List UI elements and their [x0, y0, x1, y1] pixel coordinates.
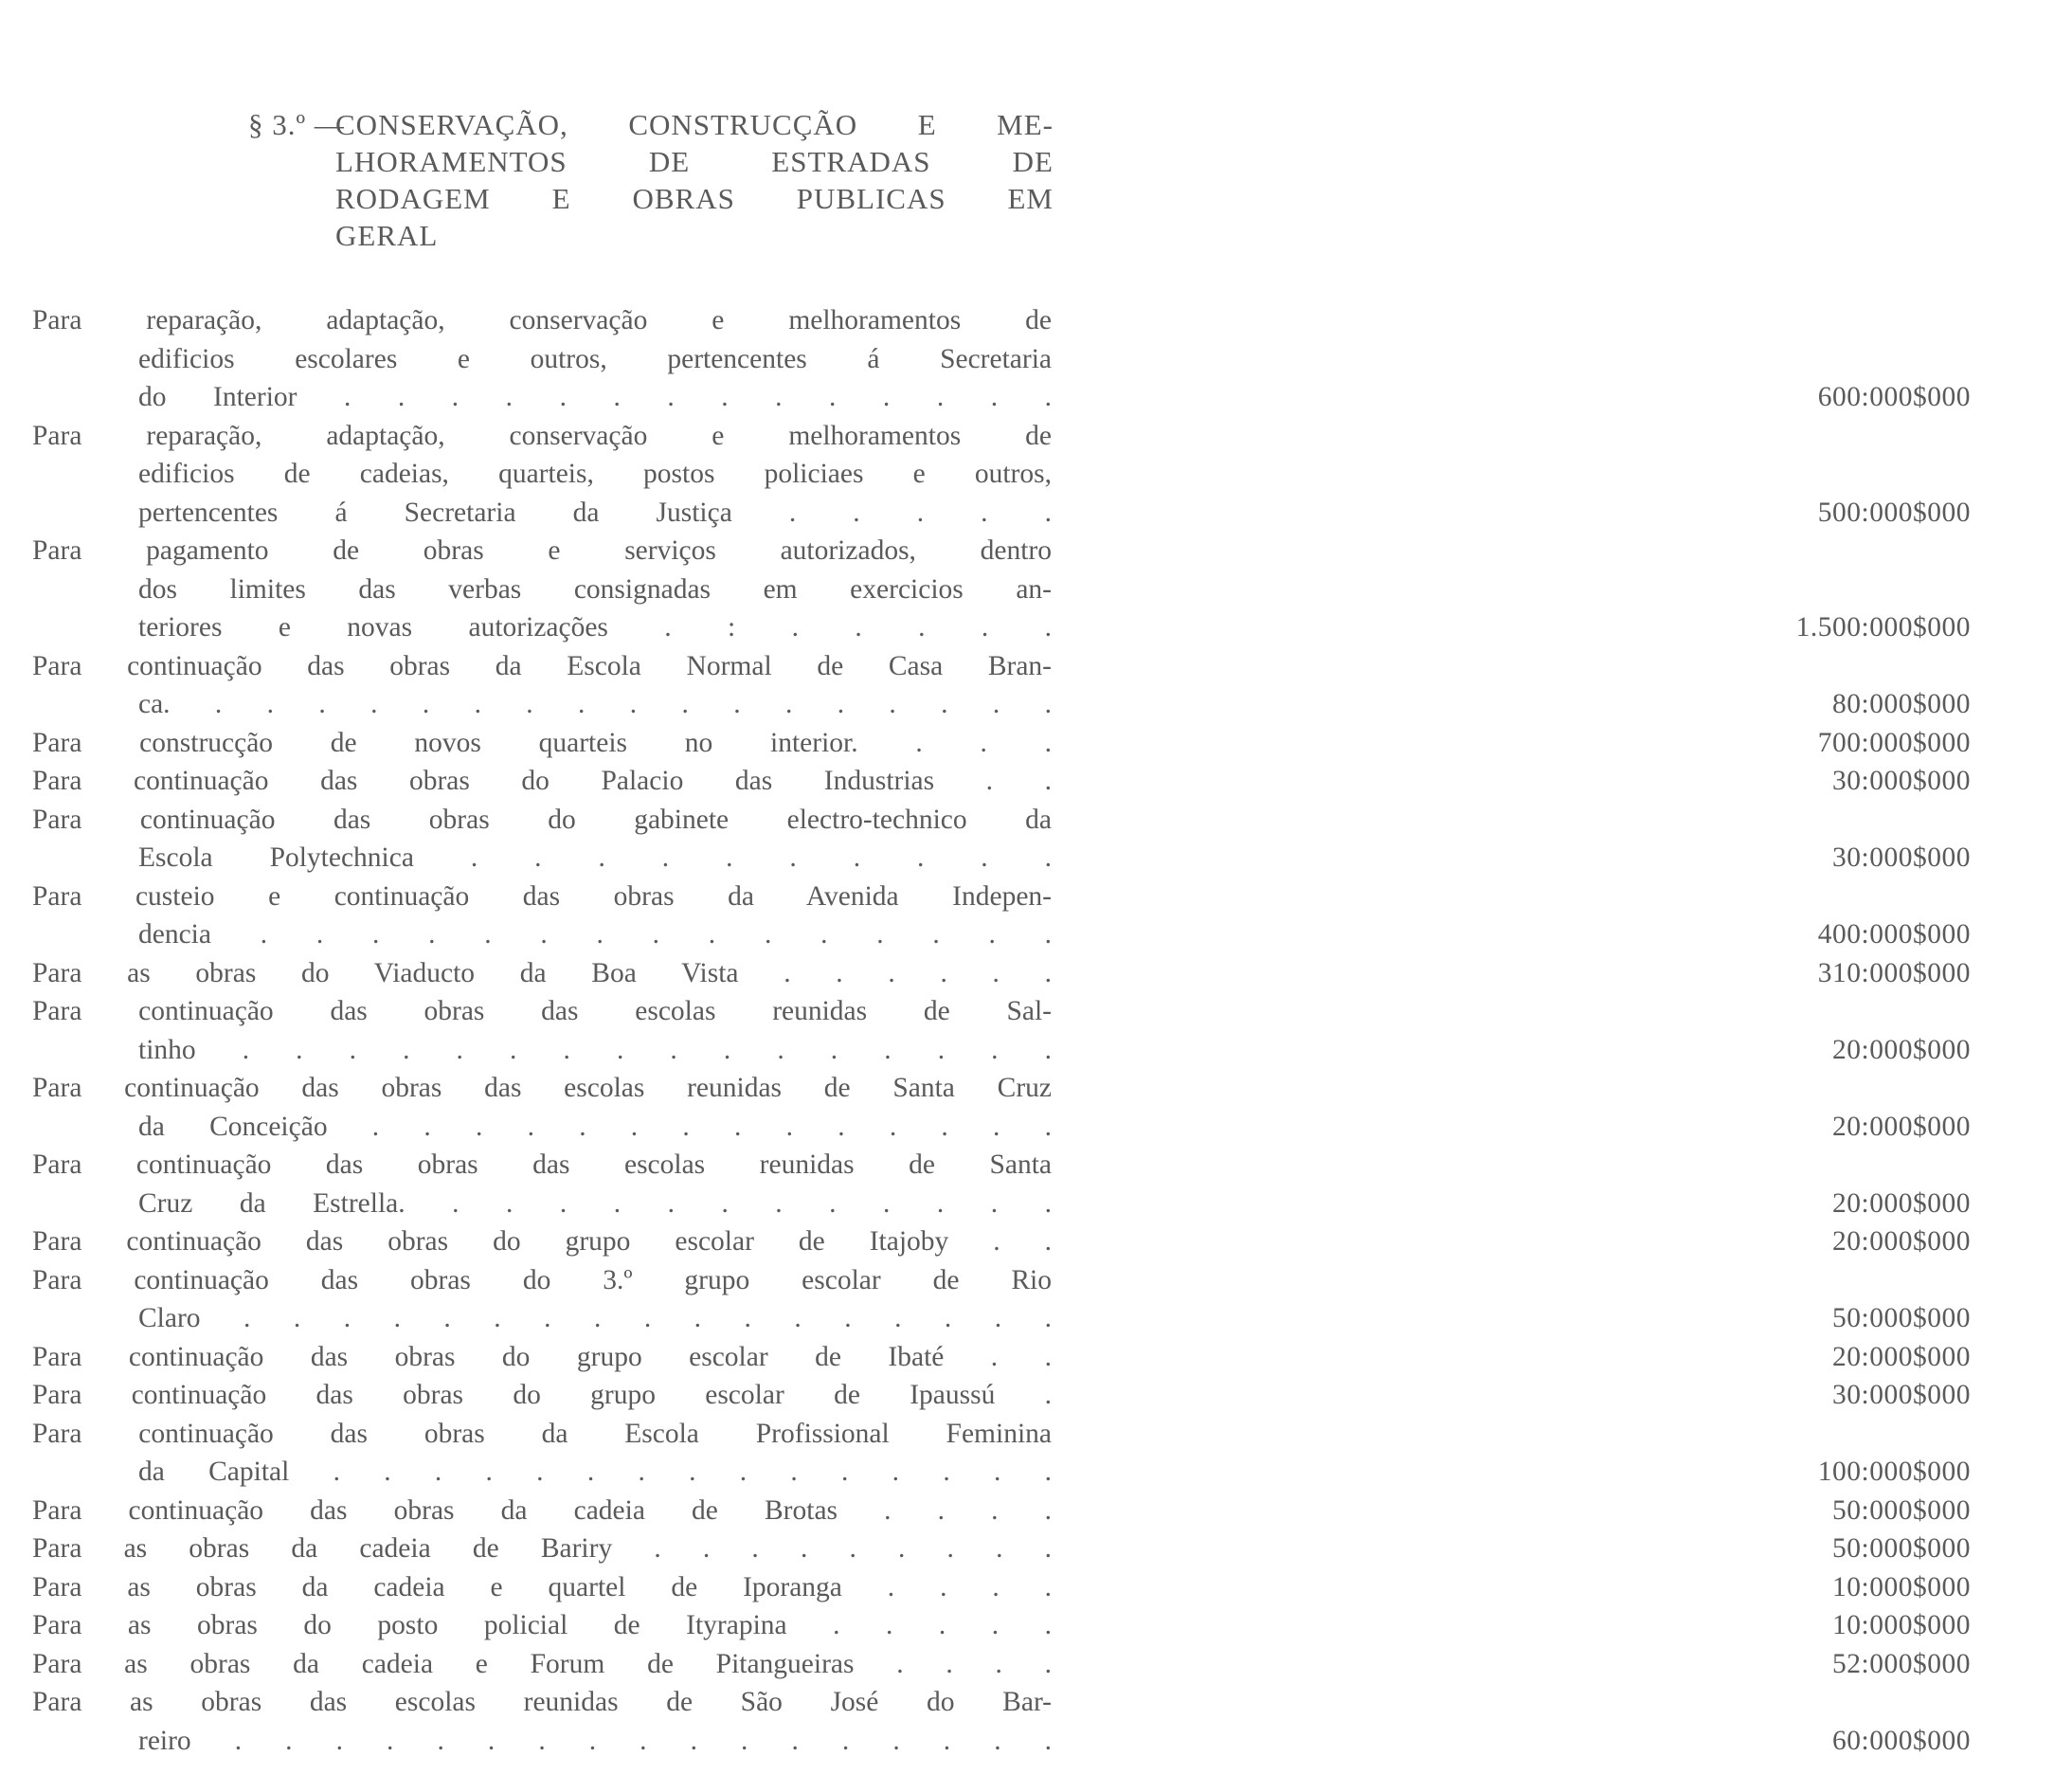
entry-description: [32, 1069, 1052, 1146]
entry-description: [32, 1261, 1052, 1338]
entry-amount: 30:000$000: [1832, 842, 1971, 873]
description-line: Para as obras do Viaducto da Boa Vista . . . . . .: [32, 957, 1052, 988]
description-line: dos limites das verbas consignadas em exercicios an-: [138, 573, 1052, 605]
budget-entries: [32, 301, 1971, 1760]
description-line: Cruz da Estrella. . . . . . . . . . . . .: [138, 1187, 1052, 1219]
description-line: Para continuação das obras do Palacio das Industrias . .: [32, 766, 1052, 796]
budget-entry: [32, 1530, 1971, 1568]
budget-entry: [32, 1146, 1971, 1222]
description-line: Para continuação das obras da Escola Profissional Feminina: [32, 1418, 1052, 1449]
description-line: teriores e novas autorizações . : . . . . .: [138, 612, 1052, 643]
entry-description: [32, 417, 1052, 533]
description-line: reiro . . . . . . . . . . . . . . . . .: [138, 1725, 1052, 1756]
description-line: Para as obras da cadeia de Bariry . . . . . . . . .: [32, 1533, 1052, 1564]
description-line: Para continuação das obras da cadeia de Brotas . . . .: [32, 1494, 1052, 1526]
description-line: da Capital . . . . . . . . . . . . . . .: [138, 1457, 1052, 1487]
budget-entry: [32, 1415, 1971, 1492]
description-line: Para continuação das obras das escolas reunidas de Santa Cruz: [32, 1073, 1052, 1103]
heading-line: CONSERVAÇÃO, CONSTRUCÇÃO E ME-: [335, 108, 1054, 141]
entry-amount: 10:000$000: [1832, 1610, 1971, 1640]
entry-amount: 700:000$000: [1817, 727, 1971, 758]
entry-description: [32, 724, 1052, 763]
description-line: Para continuação das obras das escolas reunidas de Sal-: [32, 996, 1052, 1026]
entry-description: [32, 1146, 1052, 1222]
budget-entry: [32, 1606, 1971, 1645]
description-line: Para construcção de novos quarteis no interior. . . .: [32, 727, 1052, 758]
budget-entry: [32, 1568, 1971, 1607]
heading-line: LHORAMENTOS DE ESTRADAS DE: [335, 145, 1054, 178]
entry-description: [32, 1415, 1052, 1492]
entry-description: [32, 801, 1052, 878]
budget-entry: [32, 1492, 1971, 1530]
entry-description: [32, 1376, 1052, 1415]
description-line: Para reparação, adaptação, conservação e melhoramentos de: [32, 420, 1052, 451]
entry-amount: 1.500:000$000: [1795, 612, 1971, 643]
section-heading: [248, 106, 1054, 254]
description-line: Escola Polytechnica . . . . . . . . . .: [138, 842, 1052, 873]
entry-description: [32, 1492, 1052, 1530]
description-line: Para continuação das obras do grupo escolar de Itajoby . .: [32, 1226, 1052, 1257]
budget-entry: [32, 724, 1971, 763]
budget-entry: [32, 1338, 1971, 1377]
entry-amount: 20:000$000: [1832, 1034, 1971, 1065]
entry-description: [32, 647, 1052, 724]
budget-entry: [32, 1222, 1971, 1261]
description-line: Para continuação das obras da Escola Normal de Casa Bran-: [32, 650, 1052, 681]
description-line: edificios de cadeias, quarteis, postos policiaes e outros,: [138, 459, 1052, 489]
entry-description: [32, 1683, 1052, 1760]
entry-amount: 20:000$000: [1832, 1111, 1971, 1142]
description-line: Para continuação das obras das escolas reunidas de Santa: [32, 1149, 1052, 1180]
description-line: Claro . . . . . . . . . . . . . . . . .: [138, 1303, 1052, 1333]
heading-line: RODAGEM E OBRAS PUBLICAS EM: [335, 182, 1054, 215]
entry-amount: 20:000$000: [1832, 1187, 1971, 1219]
budget-entry: [32, 1069, 1971, 1146]
description-line: Para continuação das obras do grupo escolar de Ipaussú .: [32, 1380, 1052, 1410]
description-line: ca. . . . . . . . . . . . . . . . . .: [138, 689, 1052, 719]
description-line: Para continuação das obras do 3.º grupo escolar de Rio: [32, 1264, 1052, 1295]
description-line: Para continuação das obras do grupo escolar de Ibaté . .: [32, 1341, 1052, 1372]
heading-line: GERAL: [335, 219, 439, 252]
entry-description: [32, 1568, 1052, 1607]
description-line: Para pagamento de obras e serviços autorizados, dentro: [32, 535, 1052, 566]
description-line: tinho . . . . . . . . . . . . . . . .: [138, 1034, 1052, 1065]
description-line: da Conceição . . . . . . . . . . . . . .: [138, 1111, 1052, 1142]
description-line: pertencentes á Secretaria da Justiça . . . . .: [138, 497, 1052, 528]
entry-amount: 60:000$000: [1832, 1725, 1971, 1756]
entry-description: [32, 1530, 1052, 1568]
entry-amount: 600:000$000: [1817, 382, 1971, 412]
description-line: Para as obras das escolas reunidas de São José do Bar-: [32, 1687, 1052, 1717]
entry-amount: 52:000$000: [1832, 1648, 1971, 1679]
entry-amount: 30:000$000: [1832, 1380, 1971, 1410]
budget-entry: [32, 992, 1971, 1069]
entry-amount: 20:000$000: [1832, 1341, 1971, 1372]
description-line: edificios escolares e outros, pertencentes á Secretaria: [138, 343, 1052, 374]
description-line: Para reparação, adaptação, conservação e melhoramentos de: [32, 305, 1052, 335]
description-line: Para continuação das obras do gabinete electro-technico da: [32, 804, 1052, 835]
entry-description: [32, 532, 1052, 647]
entry-description: [32, 1606, 1052, 1645]
entry-amount: 80:000$000: [1832, 689, 1971, 719]
description-line: do Interior . . . . . . . . . . . . . .: [138, 382, 1052, 412]
entry-description: [32, 1338, 1052, 1377]
description-line: Para as obras do posto policial de Ityrapina . . . . .: [32, 1610, 1052, 1640]
description-line: Para as obras da cadeia e quartel de Iporanga . . . .: [32, 1571, 1052, 1602]
entry-amount: 30:000$000: [1832, 766, 1971, 796]
entry-amount: 100:000$000: [1817, 1457, 1971, 1487]
budget-entry: [32, 532, 1971, 647]
budget-entry: [32, 878, 1971, 954]
budget-entry: [32, 762, 1971, 801]
entry-amount: 20:000$000: [1832, 1226, 1971, 1257]
description-line: Para as obras da cadeia e Forum de Pitangueiras . . . .: [32, 1648, 1052, 1679]
entry-description: [32, 954, 1052, 993]
entry-description: [32, 762, 1052, 801]
entry-description: [32, 1645, 1052, 1684]
entry-amount: 400:000$000: [1817, 919, 1971, 950]
budget-entry: [32, 1376, 1971, 1415]
description-line: Para custeio e continuação das obras da Avenida Indepen-: [32, 880, 1052, 912]
entry-amount: 500:000$000: [1817, 497, 1971, 528]
entry-amount: 10:000$000: [1832, 1571, 1971, 1602]
budget-entry: [32, 1261, 1971, 1338]
entry-amount: 50:000$000: [1832, 1533, 1971, 1564]
entry-description: [32, 992, 1052, 1069]
budget-entry: [32, 417, 1971, 533]
budget-entry: [32, 801, 1971, 878]
section-number: § 3.º —: [248, 108, 345, 141]
budget-entry: [32, 954, 1971, 993]
budget-entry: [32, 647, 1971, 724]
budget-entry: [32, 301, 1971, 417]
entry-amount: 50:000$000: [1832, 1303, 1971, 1333]
budget-entry: [32, 1683, 1971, 1760]
entry-description: [32, 878, 1052, 954]
description-line: dencia . . . . . . . . . . . . . . .: [138, 919, 1052, 950]
budget-entry: [32, 1645, 1971, 1684]
entry-description: [32, 301, 1052, 417]
entry-description: [32, 1222, 1052, 1261]
entry-amount: 310:000$000: [1817, 957, 1971, 988]
entry-amount: 50:000$000: [1832, 1494, 1971, 1526]
